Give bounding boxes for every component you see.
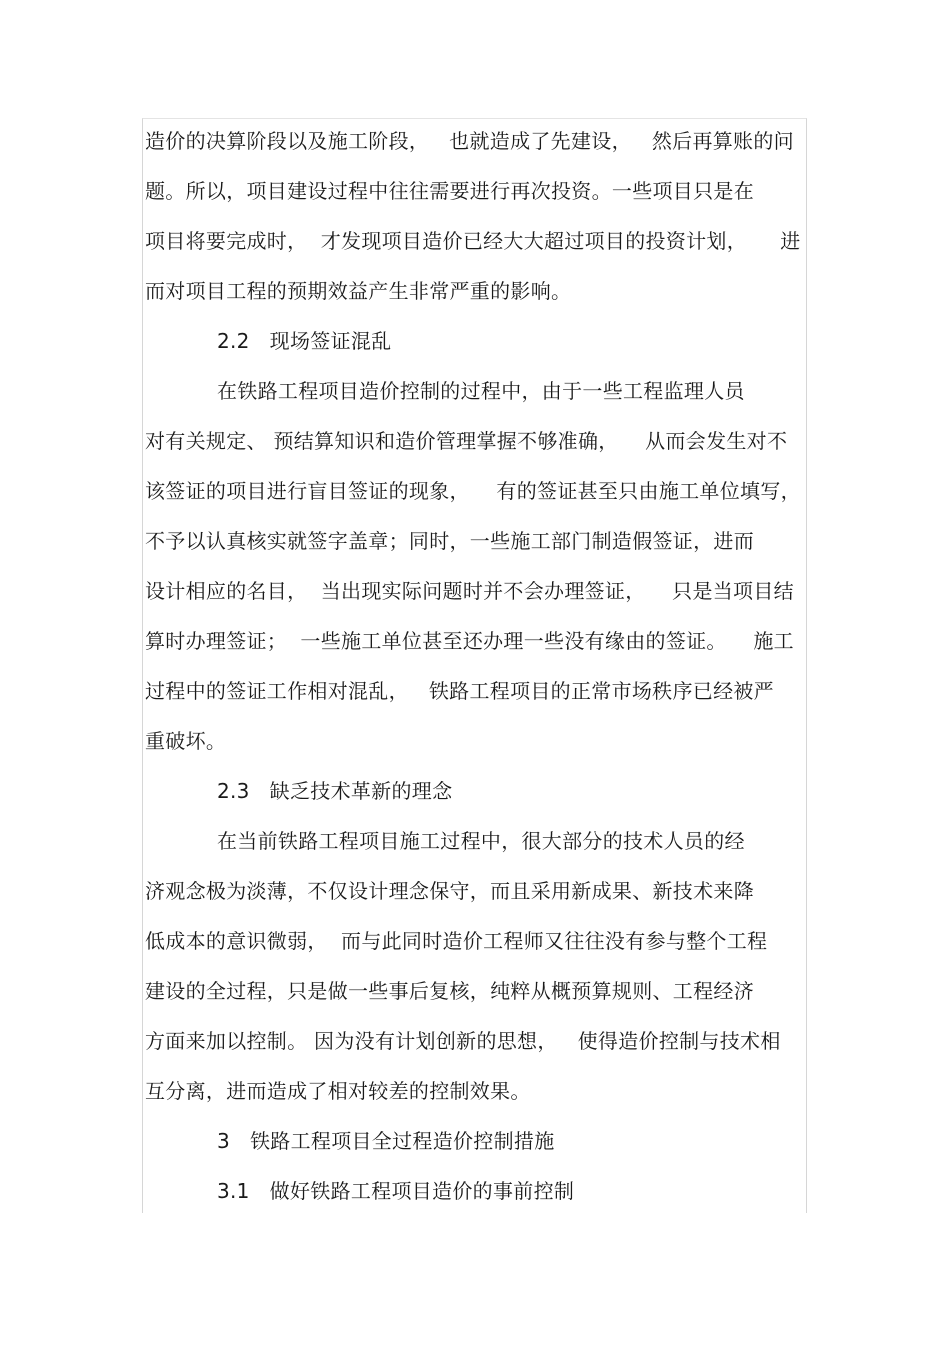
body-text-line: 方面来加以控制。 因为没有计划创新的思想， 使得造价控制与技术相: [145, 1029, 781, 1053]
body-text-line: 项目将要完成时， 才发现项目造价已经大大超过项目的投资计划， 进: [145, 229, 801, 253]
section-heading: 3.1 做好铁路工程项目造价的事前控制: [217, 1179, 575, 1203]
body-text-line: 在当前铁路工程项目施工过程中，很大部分的技术人员的经: [217, 829, 745, 853]
body-text-line: 重破坏。: [145, 729, 227, 753]
body-text-line: 题。所以，项目建设过程中往往需要进行再次投资。一些项目只是在: [145, 179, 754, 203]
body-text-line: 不予以认真核实就签字盖章；同时，一些施工部门制造假签证，进而: [145, 529, 754, 553]
section-heading: 3 铁路工程项目全过程造价控制措施: [217, 1129, 555, 1153]
section-heading: 2.2 现场签证混乱: [217, 329, 392, 353]
section-heading: 2.3 缺乏技术革新的理念: [217, 779, 453, 803]
body-text-line: 设计相应的名目， 当出现实际问题时并不会办理签证， 只是当项目结: [145, 579, 794, 603]
body-text-line: 低成本的意识微弱， 而与此同时造价工程师又往往没有参与整个工程: [145, 929, 768, 953]
body-text-line: 对有关规定、 预结算知识和造价管理掌握不够准确， 从而会发生对不: [145, 429, 788, 453]
body-text-line: 在铁路工程项目造价控制的过程中，由于一些工程监理人员: [217, 379, 745, 403]
body-text-line: 算时办理签证； 一些施工单位甚至还办理一些没有缘由的签证。 施工: [145, 629, 794, 653]
body-text-line: 建设的全过程，只是做一些事后复核，纯粹从概预算规则、工程经济: [145, 979, 754, 1003]
body-text-line: 互分离，进而造成了相对较差的控制效果。: [145, 1079, 531, 1103]
body-text-line: 过程中的签证工作相对混乱， 铁路工程项目的正常市场秩序已经被严: [145, 679, 774, 703]
body-text-line: 造价的决算阶段以及施工阶段， 也就造成了先建设， 然后再算账的问: [145, 129, 794, 153]
body-text-line: 该签证的项目进行盲目签证的现象， 有的签证甚至只由施工单位填写，: [145, 479, 801, 503]
body-text-line: 济观念极为淡薄，不仅设计理念保守，而且采用新成果、新技术来降: [145, 879, 754, 903]
body-text-line: 而对项目工程的预期效益产生非常严重的影响。: [145, 279, 572, 303]
